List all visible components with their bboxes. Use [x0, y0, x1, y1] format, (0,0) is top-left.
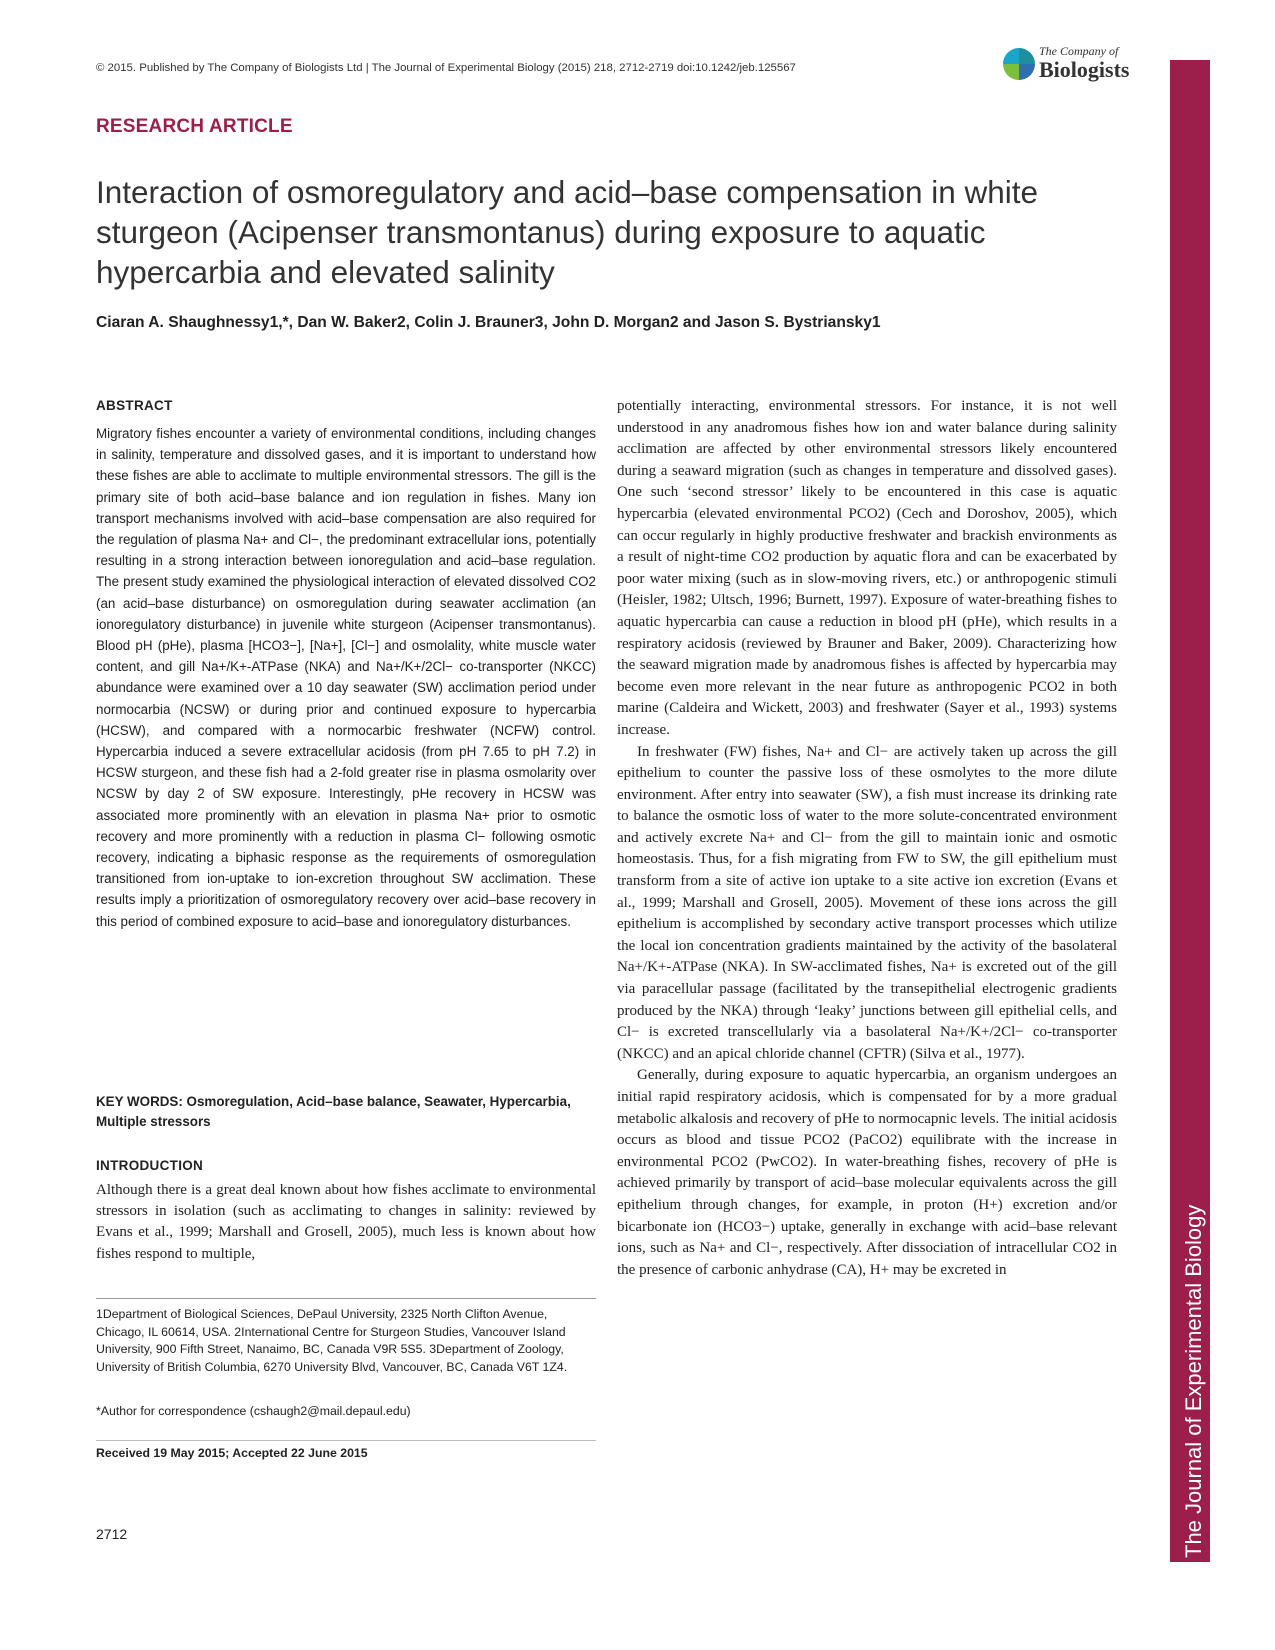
abstract-heading: ABSTRACT: [96, 398, 173, 413]
introduction-body: Although there is a great deal known about how fishes acclimate to environmental stressors in isolation (such as acclimating to changes in salinity: reviewed by Evans et al., 1999; Marshall and Grosell, 2005), much less is known about how fishes respond to multiple,: [96, 1182, 596, 1262]
received-dates: Received 19 May 2015; Accepted 22 June 2015: [96, 1446, 368, 1460]
page-number: 2712: [96, 1526, 128, 1542]
author-affiliations: 1Department of Biological Sciences, DePaul University, 2325 North Clifton Avenue, Chicago, IL 60614, USA. 2International Centre for Sturgeon Studies, Vancouver Island University, 900 Fifth Street, Nanaimo, BC, Canada V9R 5S5. 3Department of Zoology, University of British Columbia, 6270 University Blvd, Vancouver, BC, Canada V6T 1Z4.: [96, 1307, 568, 1374]
keywords: [96, 1092, 596, 1132]
logo-text-top: The Company of: [1039, 44, 1119, 58]
correspondence-note: *Author for correspondence (cshaugh2@mail.depaul.edu): [96, 1404, 411, 1418]
logo-icon: [1003, 48, 1035, 80]
right-column-text: [617, 396, 1117, 1281]
abstract-body: Migratory fishes encounter a variety of environmental conditions, including changes in salinity, temperature and dissolved gases, and it is important to understand how these fishes are able to acclimate to multiple environmental stressors. The gill is the primary site of both acid–base balance and ion regulation in fishes. Many ion transport mechanisms involved with acid–base compensation are also required for the regulation of plasma Na+ and Cl−, the predominant extracellular ions, potentially resulting in a strong interaction between ionoregulation and acid–base regulation. The present study examined the physiological interaction of elevated dissolved CO2 (an acid–base disturbance) on osmoregulation during seawater acclimation (an ionoregulatory disturbance) in juvenile white sturgeon (Acipenser transmontanus). Blood pH (pHe), plasma [HCO3−], [Na+], [Cl−] and osmolality, white muscle water content, and gill Na+/K+-ATPase (NKA) and Na+/K+/2Cl− co-transporter (NKCC) abundance were examined over a 10 day seawater (SW) acclimation period under normocarbia (NCSW) or during prior and continued exposure to hypercarbia (HCSW), and compared with a normocarbic freshwater (NCFW) control. Hypercarbia induced a severe extracellular acidosis (from pH 7.65 to pH 7.2) in HCSW sturgeon, and these fish had a 2-fold greater rise in plasma osmolarity over NCSW by day 2 of SW exposure. Interestingly, pHe recovery in HCSW was associated more prominently with an elevation in plasma Na+ prior to osmotic recovery and more prominently with a reduction in plasma Cl− following osmotic recovery, indicating a biphasic response as the requirements of osmoregulation transitioned from ion-uptake to ion-excretion throughout SW acclimation. These results imply a prioritization of osmoregulatory recovery over acid–base recovery in this period of combined exposure to acid–base and ionoregulatory disturbances.: [96, 426, 596, 929]
body-paragraph: potentially interacting, environmental stressors. For instance, it is not well understood in any anadromous fishes how ion and water balance during salinity acclimation are affected by other environmental stressors likely encountered during a seaward migration (such as changes in temperature and dissolved gases). One such ‘second stressor’ likely to be encountered in this case is aquatic hypercarbia (elevated environmental PCO2) (Cech and Doroshov, 2005), which can occur regularly in highly productive freshwater and brackish environments as a result of night-time CO2 production by aquatic flora and can be exacerbated by poor water mixing (such as in slow-moving rivers, etc.) or anthropogenic stimuli (Heisler, 1982; Ultsch, 1996; Burnett, 1997). Exposure of water-breathing fishes to aquatic hypercarbia can cause a reduction in blood pH (pHe), which results in a respiratory acidosis (reviewed by Brauner and Baker, 2009). Characterizing how the seaward migration made by anadromous fishes is affected by hypercarbia may become even more relevant in the near future as anthropogenic PCO2 in both marine (Caldeira and Wickett, 2003) and freshwater (Sayer et al., 1993) systems increase.: [617, 398, 1117, 738]
citation-header: © 2015. Published by The Company of Biologists Ltd | The Journal of Experimental Biology (2015) 218, 2712-2719 doi:10.1242/jeb.125567: [96, 62, 796, 74]
keywords-list: Osmoregulation, Acid–base balance, Seawater, Hypercarbia, Multiple stressors: [96, 1094, 571, 1129]
received-divider: [96, 1440, 596, 1441]
keywords-label: KEY WORDS:: [96, 1094, 183, 1109]
body-paragraph: Generally, during exposure to aquatic hypercarbia, an organism undergoes an initial rapid respiratory acidosis, which is compensated for by a more gradual metabolic alkalosis and recovery of pHe to normocapnic levels. The initial acidosis occurs as blood and tissue PCO2 (PaCO2) equilibrate with the increase in environmental PCO2 (PwCO2). In water-breathing fishes, recovery of pHe is achieved primarily by transport of acid–base molecular equivalents across the gill epithelium through changes, for example, in proton (H+) excretion and/or bicarbonate ion (HCO3−) uptake, generally in exchange with acid–base relevant ions, such as Na+ and Cl−, respectively. After dissociation of intracellular CO2 in the presence of carbonic anhydrase (CA), H+ may be excreted in: [617, 1067, 1117, 1278]
article-type-label: RESEARCH ARTICLE: [96, 116, 293, 137]
article-title: Interaction of osmoregulatory and acid–base compensation in white sturgeon (Acipenser transmontanus) during exposure to aquatic hypercarbia and elevated salinity: [96, 174, 1039, 290]
journal-name: The Journal of Experimental Biology: [1181, 1204, 1206, 1558]
body-paragraph: In freshwater (FW) fishes, Na+ and Cl− are actively taken up across the gill epithelium to counter the passive loss of these osmolytes to the more dilute environment. After entry into seawater (SW), a fish must increase its drinking rate to balance the osmotic loss of water to the more solute-concentrated environment and actively excrete Na+ and Cl− from the gill to maintain ionic and osmotic homeostasis. Thus, for a fish migrating from FW to SW, the gill epithelium must transform from a site of active ion uptake to a site active ion excretion (Evans et al., 1999; Marshall and Grosell, 2005). Movement of these ions across the gill epithelium is accomplished by secondary active transport processes which utilize the local ion concentration gradients maintained by the activity of the basolateral Na+/K+-ATPase (NKA). In SW-acclimated fishes, Na+ is excreted out of the gill via paracellular passage (facilitated by the transepithelial electrogenic gradients produced by the NKA) through ‘leaky’ junctions between gill epithelial cells, and Cl− is excreted transcellularly via a basolateral Na+/K+/2Cl− co-transporter (NKCC) and an apical chloride channel (CFTR) (Silva et al., 1977).: [617, 743, 1117, 1062]
introduction-heading: INTRODUCTION: [96, 1158, 204, 1173]
journal-side-banner: [1170, 60, 1210, 1562]
publisher-logo: [1003, 40, 1153, 90]
footnote-divider: [96, 1298, 596, 1299]
logo-text-main: Biologists: [1039, 57, 1130, 82]
author-list: Ciaran A. Shaughnessy1,*, Dan W. Baker2, Colin J. Brauner3, John D. Morgan2 and Jason S. Bystriansky1: [96, 314, 881, 331]
